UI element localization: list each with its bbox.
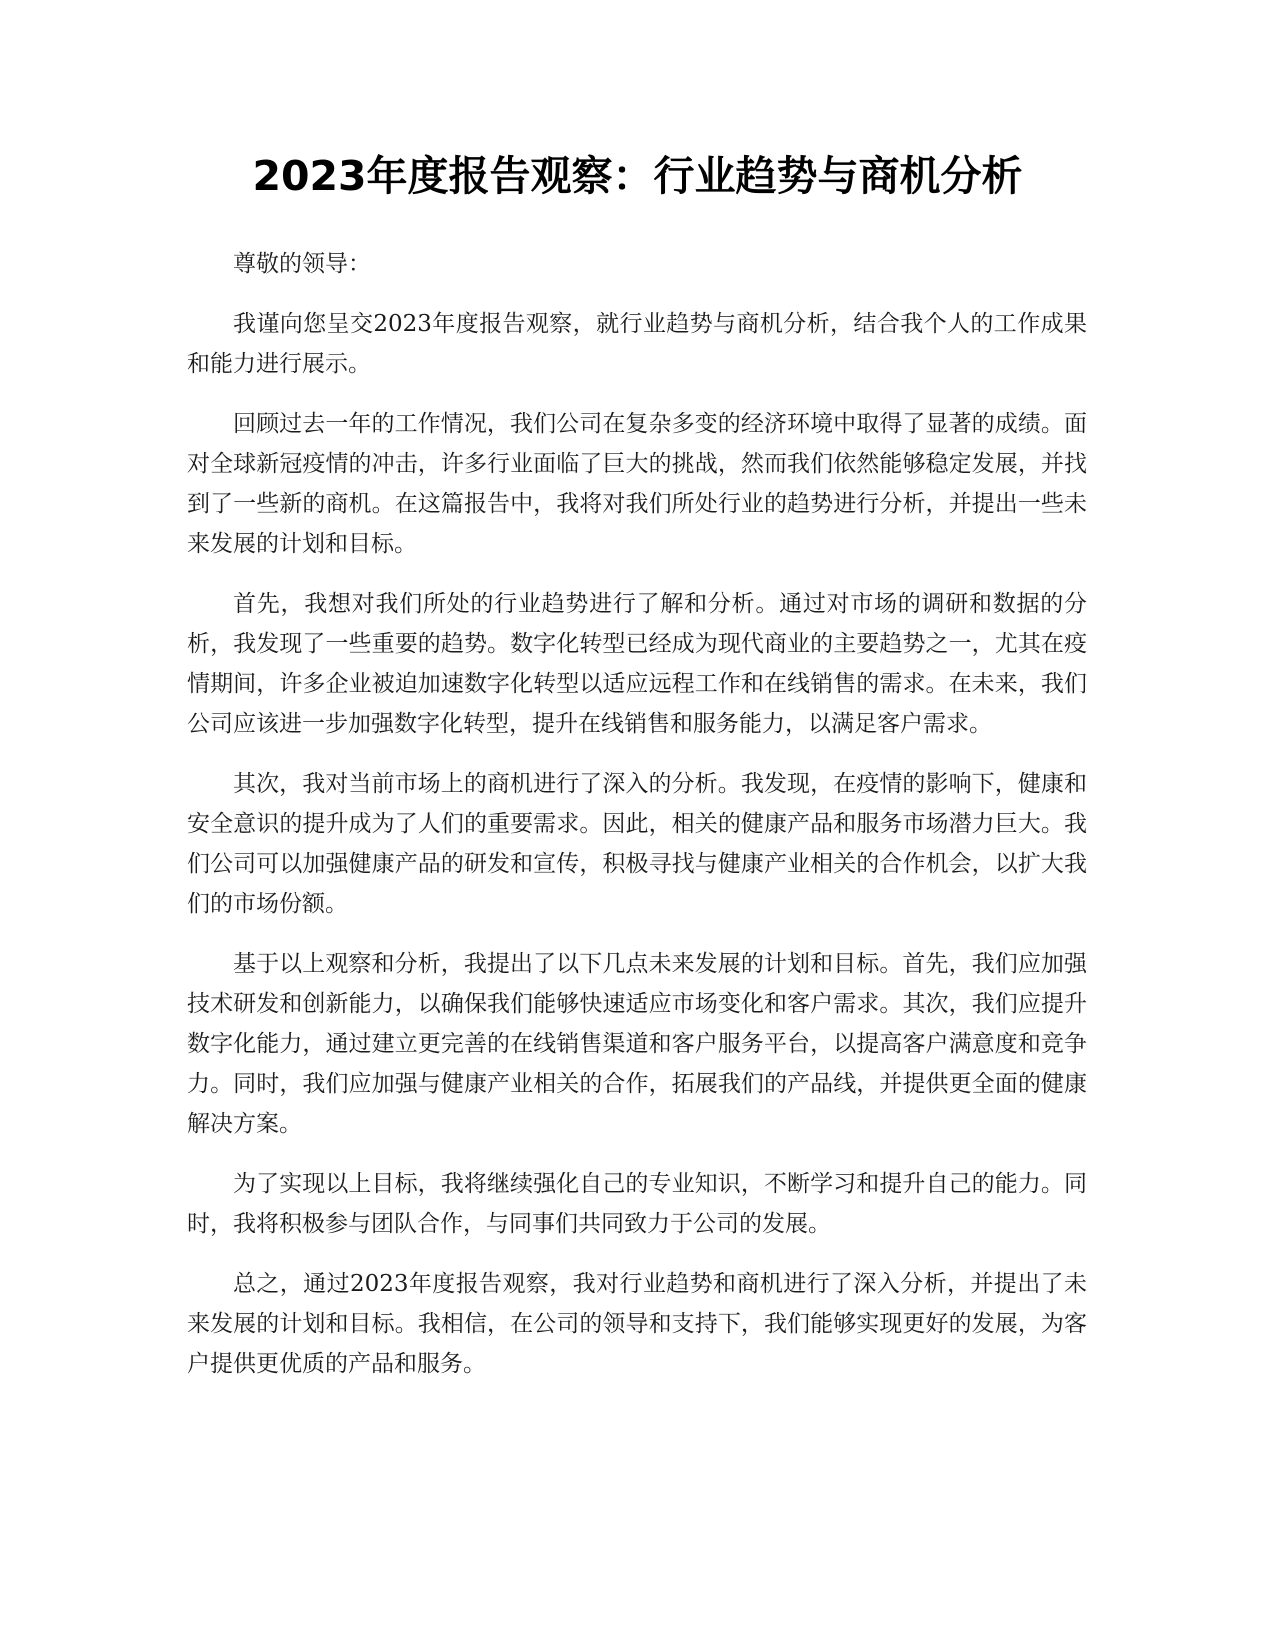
paragraph-opportunities: 其次，我对当前市场上的商机进行了深入的分析。我发现，在疫情的影响下，健康和安全意识的提升成为了人们的重要需求。因此，相关的健康产品和服务市场潜力巨大。我们公司可以加强健康产品的研发和宣传，积极寻找与健康产业相关的合作机会，以扩大我们的市场份额。	[187, 771, 1087, 917]
paragraph-review: 回顾过去一年的工作情况，我们公司在复杂多变的经济环境中取得了显著的成绩。面对全球新冠疫情的冲击，许多行业面临了巨大的挑战，然而我们依然能够稳定发展，并找到了一些新的商机。在这篇报告中，我将对我们所处行业的趋势进行分析，并提出一些未来发展的计划和目标。	[187, 411, 1087, 557]
document-body	[187, 244, 1087, 1404]
paragraph-plans: 基于以上观察和分析，我提出了以下几点未来发展的计划和目标。首先，我们应加强技术研发和创新能力，以确保我们能够快速适应市场变化和客户需求。其次，我们应提升数字化能力，通过建立更完善的在线销售渠道和客户服务平台，以提高客户满意度和竞争力。同时，我们应加强与健康产业相关的合作，拓展我们的产品线，并提供更全面的健康解决方案。	[187, 951, 1087, 1137]
paragraph-industry-trends: 首先，我想对我们所处的行业趋势进行了解和分析。通过对市场的调研和数据的分析，我发现了一些重要的趋势。数字化转型已经成为现代商业的主要趋势之一，尤其在疫情期间，许多企业被迫加速数字化转型以适应远程工作和在线销售的需求。在未来，我们公司应该进一步加强数字化转型，提升在线销售和服务能力，以满足客户需求。	[187, 591, 1087, 737]
salutation: 尊敬的领导：	[233, 251, 371, 277]
paragraph-commitment: 为了实现以上目标，我将继续强化自己的专业知识，不断学习和提升自己的能力。同时，我将积极参与团队合作，与同事们共同致力于公司的发展。	[187, 1171, 1087, 1237]
document-title: 2023年度报告观察：行业趋势与商机分析	[252, 152, 1023, 200]
paragraph-conclusion: 总之，通过2023年度报告观察，我对行业趋势和商机进行了深入分析，并提出了未来发展的计划和目标。我相信，在公司的领导和支持下，我们能够实现更好的发展，为客户提供更优质的产品和服务。	[187, 1271, 1087, 1377]
paragraph-intro: 我谨向您呈交2023年度报告观察，就行业趋势与商机分析，结合我个人的工作成果和能力进行展示。	[187, 311, 1087, 377]
